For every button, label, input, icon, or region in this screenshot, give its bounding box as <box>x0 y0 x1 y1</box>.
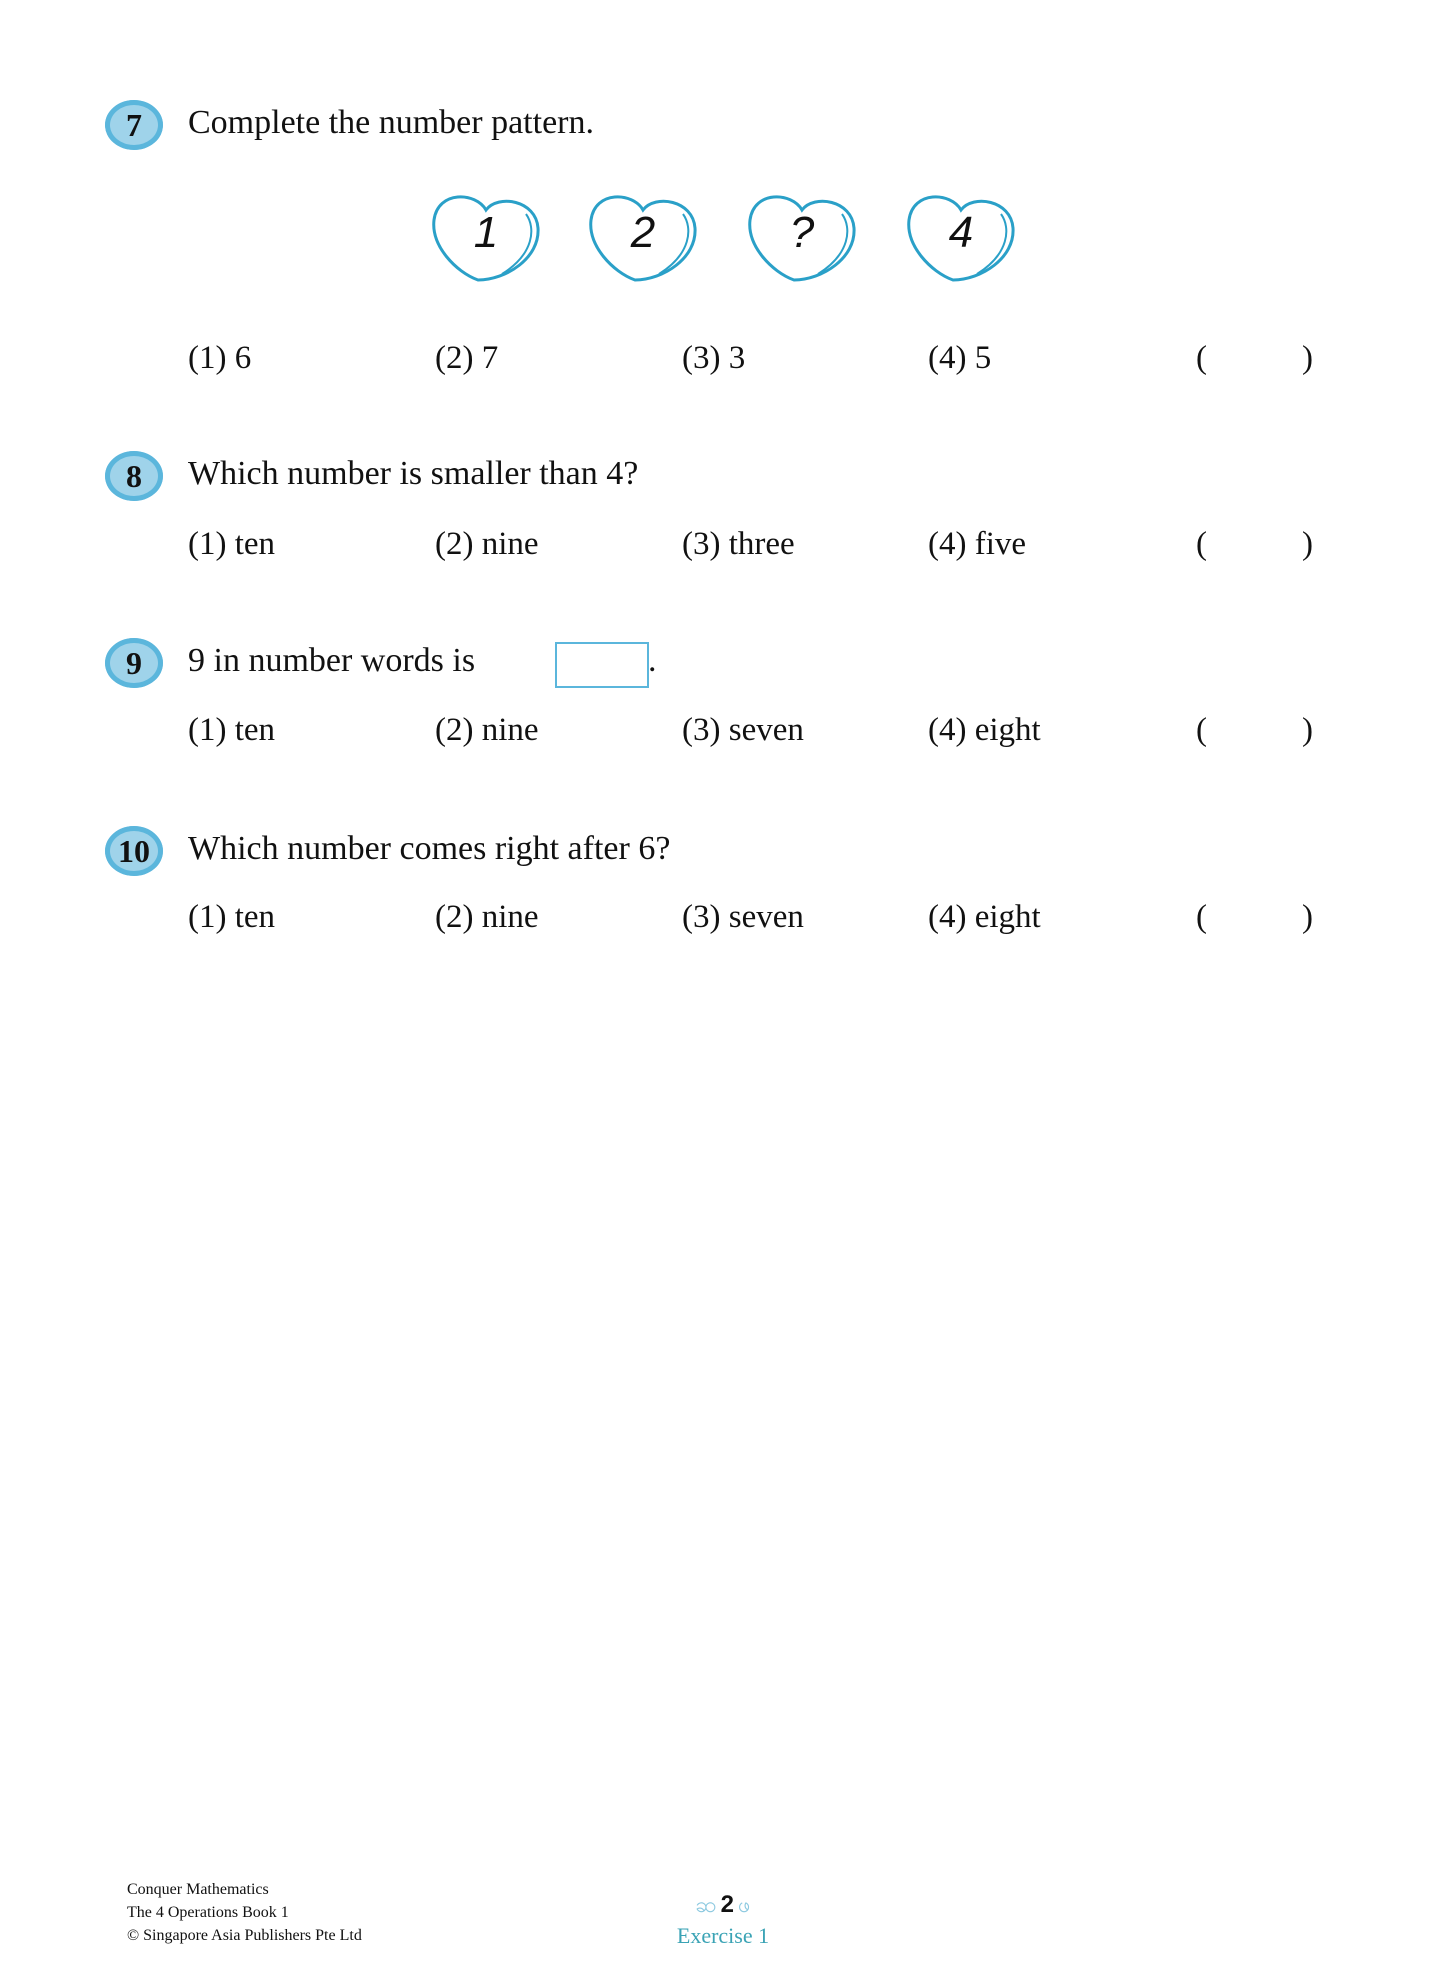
page-number-block <box>623 1890 823 1949</box>
option-3[interactable]: (3) three <box>682 526 795 562</box>
exercise-label: Exercise 1 <box>676 1923 770 1948</box>
answer-bracket-close[interactable]: ) <box>1302 340 1313 376</box>
question-number-badge: 9 <box>105 638 163 688</box>
option-4[interactable]: (4) 5 <box>928 340 992 376</box>
pattern-heart <box>901 188 1021 288</box>
answer-bracket-open[interactable]: ( <box>1196 526 1207 562</box>
option-3[interactable]: (3) seven <box>682 712 804 748</box>
pattern-heart <box>426 188 546 288</box>
option-2[interactable]: (2) nine <box>435 899 539 935</box>
option-4[interactable]: (4) five <box>928 526 1027 562</box>
answer-bracket-close[interactable]: ) <box>1302 712 1313 748</box>
footer-credits <box>127 1878 362 1947</box>
option-3[interactable]: (3) 3 <box>682 340 746 376</box>
option-2[interactable]: (2) nine <box>435 526 539 562</box>
answer-bracket-open[interactable]: ( <box>1196 340 1207 376</box>
pattern-heart <box>583 188 703 288</box>
option-1[interactable]: (1) 6 <box>188 340 252 376</box>
option-2[interactable]: (2) 7 <box>435 340 499 376</box>
pattern-heart <box>742 188 862 288</box>
question-text: Which number is smaller than 4? <box>188 455 639 492</box>
question-number-badge: 10 <box>105 826 163 876</box>
question-text: Complete the number pattern. <box>188 104 594 141</box>
footer-series: Conquer Mathematics <box>127 1881 269 1898</box>
ornament-left-icon: ဆ <box>695 1892 717 1917</box>
pattern-number: 2 <box>630 208 656 257</box>
question-text-end: . <box>648 642 657 679</box>
pattern-number: ? <box>789 208 815 257</box>
ornament-right-icon: ဖ <box>738 1892 751 1917</box>
answer-box[interactable] <box>555 642 649 688</box>
option-3[interactable]: (3) seven <box>682 899 804 935</box>
pattern-number: 4 <box>948 208 974 257</box>
option-2[interactable]: (2) nine <box>435 712 539 748</box>
question-number-badge: 8 <box>105 451 163 501</box>
option-1[interactable]: (1) ten <box>188 899 276 935</box>
footer-copyright: © Singapore Asia Publishers Pte Ltd <box>127 1927 362 1944</box>
option-1[interactable]: (1) ten <box>188 712 276 748</box>
answer-bracket-close[interactable]: ) <box>1302 899 1313 935</box>
question-text: 9 in number words is <box>188 642 476 679</box>
question-text: Which number comes right after 6? <box>188 830 671 867</box>
answer-bracket-open[interactable]: ( <box>1196 899 1207 935</box>
option-1[interactable]: (1) ten <box>188 526 276 562</box>
answer-bracket-close[interactable]: ) <box>1302 526 1313 562</box>
option-4[interactable]: (4) eight <box>928 899 1041 935</box>
answer-bracket-open[interactable]: ( <box>1196 712 1207 748</box>
footer-book: The 4 Operations Book 1 <box>127 1904 289 1921</box>
question-number-badge: 7 <box>105 100 163 150</box>
page-number: 2 <box>720 1891 735 1918</box>
pattern-number: 1 <box>473 208 499 257</box>
option-4[interactable]: (4) eight <box>928 712 1041 748</box>
